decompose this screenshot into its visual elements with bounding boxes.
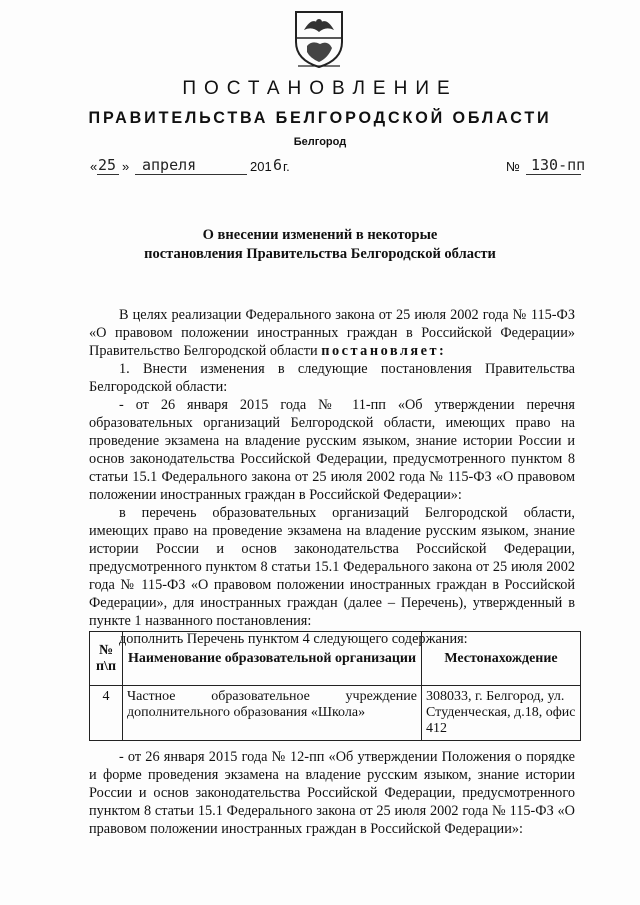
date-month: апреля <box>142 156 197 174</box>
date-year-end: г. <box>283 159 290 174</box>
document-number: 130-пп <box>531 156 586 174</box>
table-header-row <box>90 632 581 686</box>
organizations-table <box>89 631 581 741</box>
paragraph-resolution-11: - от 26 января 2015 года № 11-пп «Об утверждении перечня образовательных организаций Белгородской области, имеющих право на проведение экзамена на владение русским языком, знание истории России и основ законодательства Российской Федерации, предусмотренного пунктом 8 статьи 15.1 Федерального закона от 25 июля 2002 года № 115-ФЗ «О правовом положении иностранных граждан в Российской Федерации»: <box>89 397 575 503</box>
date-year-prefix: 201 <box>250 159 272 174</box>
subject-line-2: постановления Правительства Белгородской области <box>144 246 496 262</box>
quote-close: » <box>122 159 130 174</box>
paragraph-preamble <box>89 306 575 360</box>
preamble-text: В целях реализации Федерального закона от 25 июля 2002 года № 115-ФЗ «О правовом положении иностранных граждан в Российской Федерации» Правительство Белгородской области <box>89 307 575 359</box>
paragraph-list-amendment: в перечень образовательных организаций Белгородской области, имеющих право на проведение экзамена на владение русским языком, знание истории России и основ законодательства Российской Федерации, предусмотренного пунктом 8 статьи 15.1 Федерального закона от 25 июля 2002 года № 115-ФЗ «О правовом положении иностранных граждан в Российской Федерации», для иностранных граждан (далее – Перечень), утвержденный в пункте 1 названного постановления: <box>89 505 575 629</box>
number-underline <box>526 174 581 175</box>
date-day: 25 <box>98 156 117 174</box>
number-label: № <box>506 159 520 174</box>
paragraph-resolution-12: - от 26 января 2015 года № 12-пп «Об утверждении Положения о порядке и форме проведения экзамена на владение русским языком, знание истории России и основ законодательства Российской Федерации, предусмотренного пунктом 8 статьи 15.1 Федерального закона от 25 июля 2002 года № 115-ФЗ «О правовом положении иностранных граждан в Российской Федерации»: <box>89 749 575 837</box>
month-underline <box>135 174 247 175</box>
subject-line-1: О внесении изменений в некоторые <box>202 227 438 243</box>
date-year-suffix: 6 <box>273 156 283 174</box>
document-body <box>89 306 575 648</box>
decree-word: постановляет: <box>321 343 447 359</box>
city-name: Белгород <box>293 136 347 148</box>
document-title: ПОСТАНОВЛЕНИЕ <box>182 78 458 99</box>
cell-organization: Частное образовательное учреждение дополнительного образования «Школа» <box>123 686 422 741</box>
document-body-continued <box>89 748 575 838</box>
issuing-authority: ПРАВИТЕЛЬСТВА БЕЛГОРОДСКОЙ ОБЛАСТИ <box>88 108 552 127</box>
header-number: № п\п <box>90 632 123 686</box>
paragraph-item-1: 1. Внести изменения в следующие постановления Правительства Белгородской области: <box>89 361 575 395</box>
cell-number: 4 <box>90 686 123 741</box>
cell-location: 308033, г. Белгород, ул. Студенческая, д.18, офис 412 <box>422 686 581 741</box>
date-number-row <box>90 156 590 179</box>
quote-open: « <box>90 159 98 174</box>
table-row <box>90 686 581 741</box>
header-location: Местонахождение <box>422 632 581 686</box>
coat-of-arms-emblem <box>292 8 346 70</box>
header-organization: Наименование образовательной организации <box>123 632 422 686</box>
paragraph-add-item: дополнить Перечень пунктом 4 следующего содержания: <box>119 631 468 647</box>
document-subject <box>0 226 640 264</box>
day-underline <box>97 174 119 175</box>
